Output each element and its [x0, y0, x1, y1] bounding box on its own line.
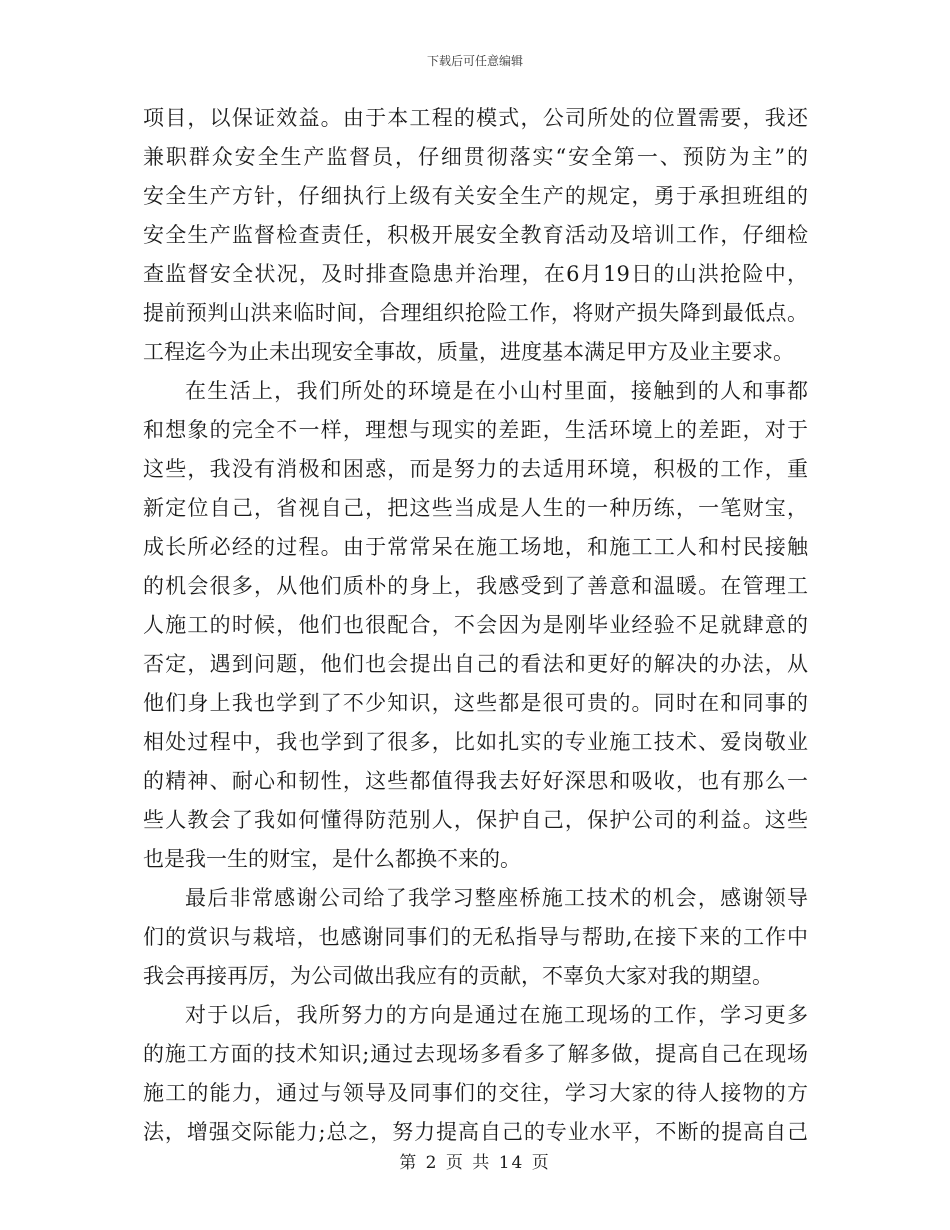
text-line: 安全生产监督检查责任，积极开展安全教育活动及培训工作，仔细检: [143, 223, 808, 247]
page-header: 下载后可任意编辑: [426, 54, 523, 68]
document-body: [143, 99, 808, 1152]
text-line: 的精神、耐心和韧性，这些都值得我去好好深思和吸收，也有那么一: [143, 769, 808, 793]
text-line: 兼职群众安全生产监督员，仔细贯彻落实“安全第一、预防为主”的: [143, 145, 808, 169]
text-line: 查监督安全状况，及时排查隐患并治理，在6月19日的山洪抢险中，: [143, 262, 808, 286]
paragraph-start-line: 在生活上，我们所处的环境是在小山村里面，接触到的人和事都: [185, 379, 808, 403]
text-line: 工程迄今为止未出现安全事故，质量，进度基本满足甲方及业主要求。: [143, 340, 794, 364]
text-line: 这些，我没有消极和困惑，而是努力的去适用环境，积极的工作，重: [143, 457, 808, 481]
text-line: 的施工方面的技术知识;通过去现场多看多了解多做，提高自己在现场: [143, 1042, 808, 1066]
text-line: 项目，以保证效益。由于本工程的模式，公司所处的位置需要，我还: [143, 106, 808, 130]
text-line: 也是我一生的财宝，是什么都换不来的。: [143, 847, 521, 871]
text-line: 人施工的时候，他们也很配合，不会因为是刚毕业经验不足就肆意的: [143, 613, 808, 637]
text-line: 的机会很多，从他们质朴的身上，我感受到了善意和温暖。在管理工: [143, 574, 808, 598]
text-line: 他们身上我也学到了不少知识，这些都是很可贵的。同时在和同事的: [143, 691, 808, 715]
paragraph-start-line: 最后非常感谢公司给了我学习整座桥施工技术的机会，感谢领导: [185, 886, 808, 910]
text-line: 提前预判山洪来临时间，合理组织抢险工作，将财产损失降到最低点。: [143, 301, 808, 325]
text-line: 否定，遇到问题，他们也会提出自己的看法和更好的解决的办法，从: [143, 652, 808, 676]
text-line: 我会再接再厉，为公司做出我应有的贡献，不辜负大家对我的期望。: [143, 964, 773, 988]
text-line: 施工的能力，通过与领导及同事们的交往，学习大家的待人接物的方: [143, 1081, 808, 1105]
text-line: 法，增强交际能力;总之，努力提高自己的专业水平，不断的提高自己: [143, 1120, 808, 1144]
text-line: 安全生产方针，仔细执行上级有关安全生产的规定，勇于承担班组的: [143, 184, 808, 208]
text-line: 相处过程中，我也学到了很多，比如扎实的专业施工技术、爱岗敬业: [143, 730, 808, 754]
paragraph-start-line: 对于以后，我所努力的方向是通过在施工现场的工作，学习更多: [185, 1003, 808, 1027]
page-footer: 第 2 页 共 14 页: [399, 1153, 551, 1173]
text-line: 成长所必经的过程。由于常常呆在施工场地，和施工工人和村民接触: [143, 535, 808, 559]
text-line: 们的赏识与栽培，也感谢同事们的无私指导与帮助,在接下来的工作中: [143, 925, 808, 949]
text-line: 些人教会了我如何懂得防范别人，保护自己，保护公司的利益。这些: [143, 808, 808, 832]
text-line: 和想象的完全不一样，理想与现实的差距，生活环境上的差距，对于: [143, 418, 808, 442]
text-line: 新定位自己，省视自己，把这些当成是人生的一种历练，一笔财宝，: [143, 496, 808, 520]
